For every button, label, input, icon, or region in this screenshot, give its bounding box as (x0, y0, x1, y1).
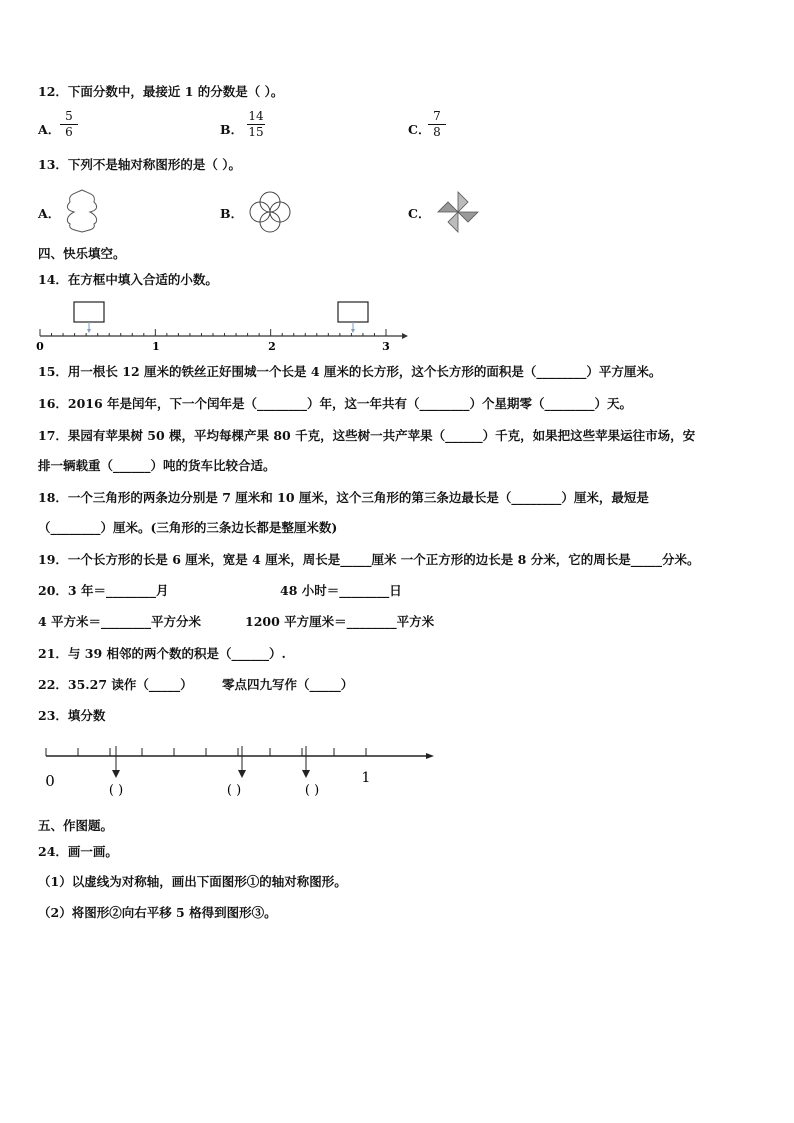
question-13-stem: 13．下列不是轴对称图形的是（ ）。 (38, 157, 241, 172)
answer-paren-3[interactable]: ( ) (304, 783, 320, 798)
question-22-part-b: 零点四九写作（_____） (222, 677, 354, 692)
q12-option-c-fraction (426, 110, 448, 139)
question-16: 16．2016 年是闰年，下一个闰年是（________）年，这一年共有（________）个星期零（________）天。 (38, 396, 633, 411)
section-5-heading: 五、作图题。 (38, 818, 114, 833)
pinwheel-icon (434, 188, 482, 236)
question-17-line-2: 排一辆载重（______）吨的货车比较合适。 (38, 458, 276, 473)
q13-option-b-letter: B． (220, 206, 244, 221)
question-22-part-a: 22．35.27 读作（_____） (38, 677, 193, 692)
q12-a-numerator: 5 (65, 109, 73, 123)
answer-paren-1[interactable]: ( ) (108, 783, 124, 798)
tick-label-2: 2 (268, 340, 276, 353)
answer-box-left[interactable] (74, 302, 104, 322)
tick-label-1: 1 (152, 340, 160, 353)
question-17-line-1: 17．果园有苹果树 50 棵，平均每棵产果 80 千克，这些树一共产苹果（______）千克，如果把这些苹果运往市场，安 (38, 428, 696, 443)
q12-a-denominator: 6 (65, 125, 73, 139)
q12-b-numerator: 14 (248, 109, 264, 123)
q12-option-a-letter: A． (38, 122, 61, 137)
question-24-part-1: （1）以虚线为对称轴，画出下面图形①的轴对称图形。 (38, 874, 347, 889)
question-20-part-a: 20．3 年＝________月 (38, 583, 169, 598)
question-18-line-2: （________）厘米。(三角形的三条边长都是整厘米数) (38, 520, 338, 535)
curved-vase-shape-icon (64, 188, 100, 234)
answer-paren-2[interactable]: ( ) (226, 783, 242, 798)
label-zero: 0 (45, 772, 55, 790)
q12-c-numerator: 7 (433, 109, 441, 123)
q12-option-a-fraction (58, 110, 80, 139)
question-18-line-1: 18．一个三角形的两条边分别是 7 厘米和 10 厘米，这个三角形的第三条边最长是（________）厘米，最短是 (38, 490, 649, 505)
tick-label-0: 0 (36, 340, 44, 353)
answer-box-right[interactable] (338, 302, 368, 322)
q12-option-b-letter: B． (220, 122, 244, 137)
q12-b-denominator: 15 (248, 125, 264, 139)
question-23-stem: 23．填分数 (38, 708, 106, 723)
section-4-heading: 四、快乐填空。 (38, 246, 126, 261)
question-12-stem: 12．下面分数中，最接近 1 的分数是（ ）。 (38, 84, 284, 99)
fraction-number-line (38, 738, 438, 800)
question-21: 21．与 39 相邻的两个数的积是（______）. (38, 646, 286, 661)
question-20-part-d: 1200 平方厘米＝________平方米 (245, 614, 435, 629)
q12-option-c-letter: C． (408, 122, 431, 137)
question-24-part-2: （2）将图形②向右平移 5 格得到图形③。 (38, 905, 277, 920)
label-one: 1 (361, 770, 371, 786)
question-14-stem: 14．在方框中填入合适的小数。 (38, 272, 218, 287)
question-20-part-c: 4 平方米＝________平方分米 (38, 614, 202, 629)
q12-c-denominator: 8 (433, 125, 441, 139)
question-24-stem: 24．画一画。 (38, 844, 118, 859)
number-line-0-to-3 (30, 296, 410, 354)
q13-option-a-letter: A． (38, 206, 61, 221)
four-circles-flower-icon (248, 190, 292, 234)
question-19: 19．一个长方形的长是 6 厘米，宽是 4 厘米，周长是_____厘米 一个正方形的边长是 8 分米，它的周长是_____分米。 (38, 552, 700, 567)
q13-option-c-letter: C． (408, 206, 431, 221)
question-20-part-b: 48 小时＝________日 (280, 583, 402, 598)
q12-option-b-fraction (245, 110, 267, 139)
question-15: 15．用一根长 12 厘米的铁丝正好围城一个长是 4 厘米的长方形，这个长方形的面积是（________）平方厘米。 (38, 364, 662, 379)
tick-label-3: 3 (382, 340, 390, 353)
